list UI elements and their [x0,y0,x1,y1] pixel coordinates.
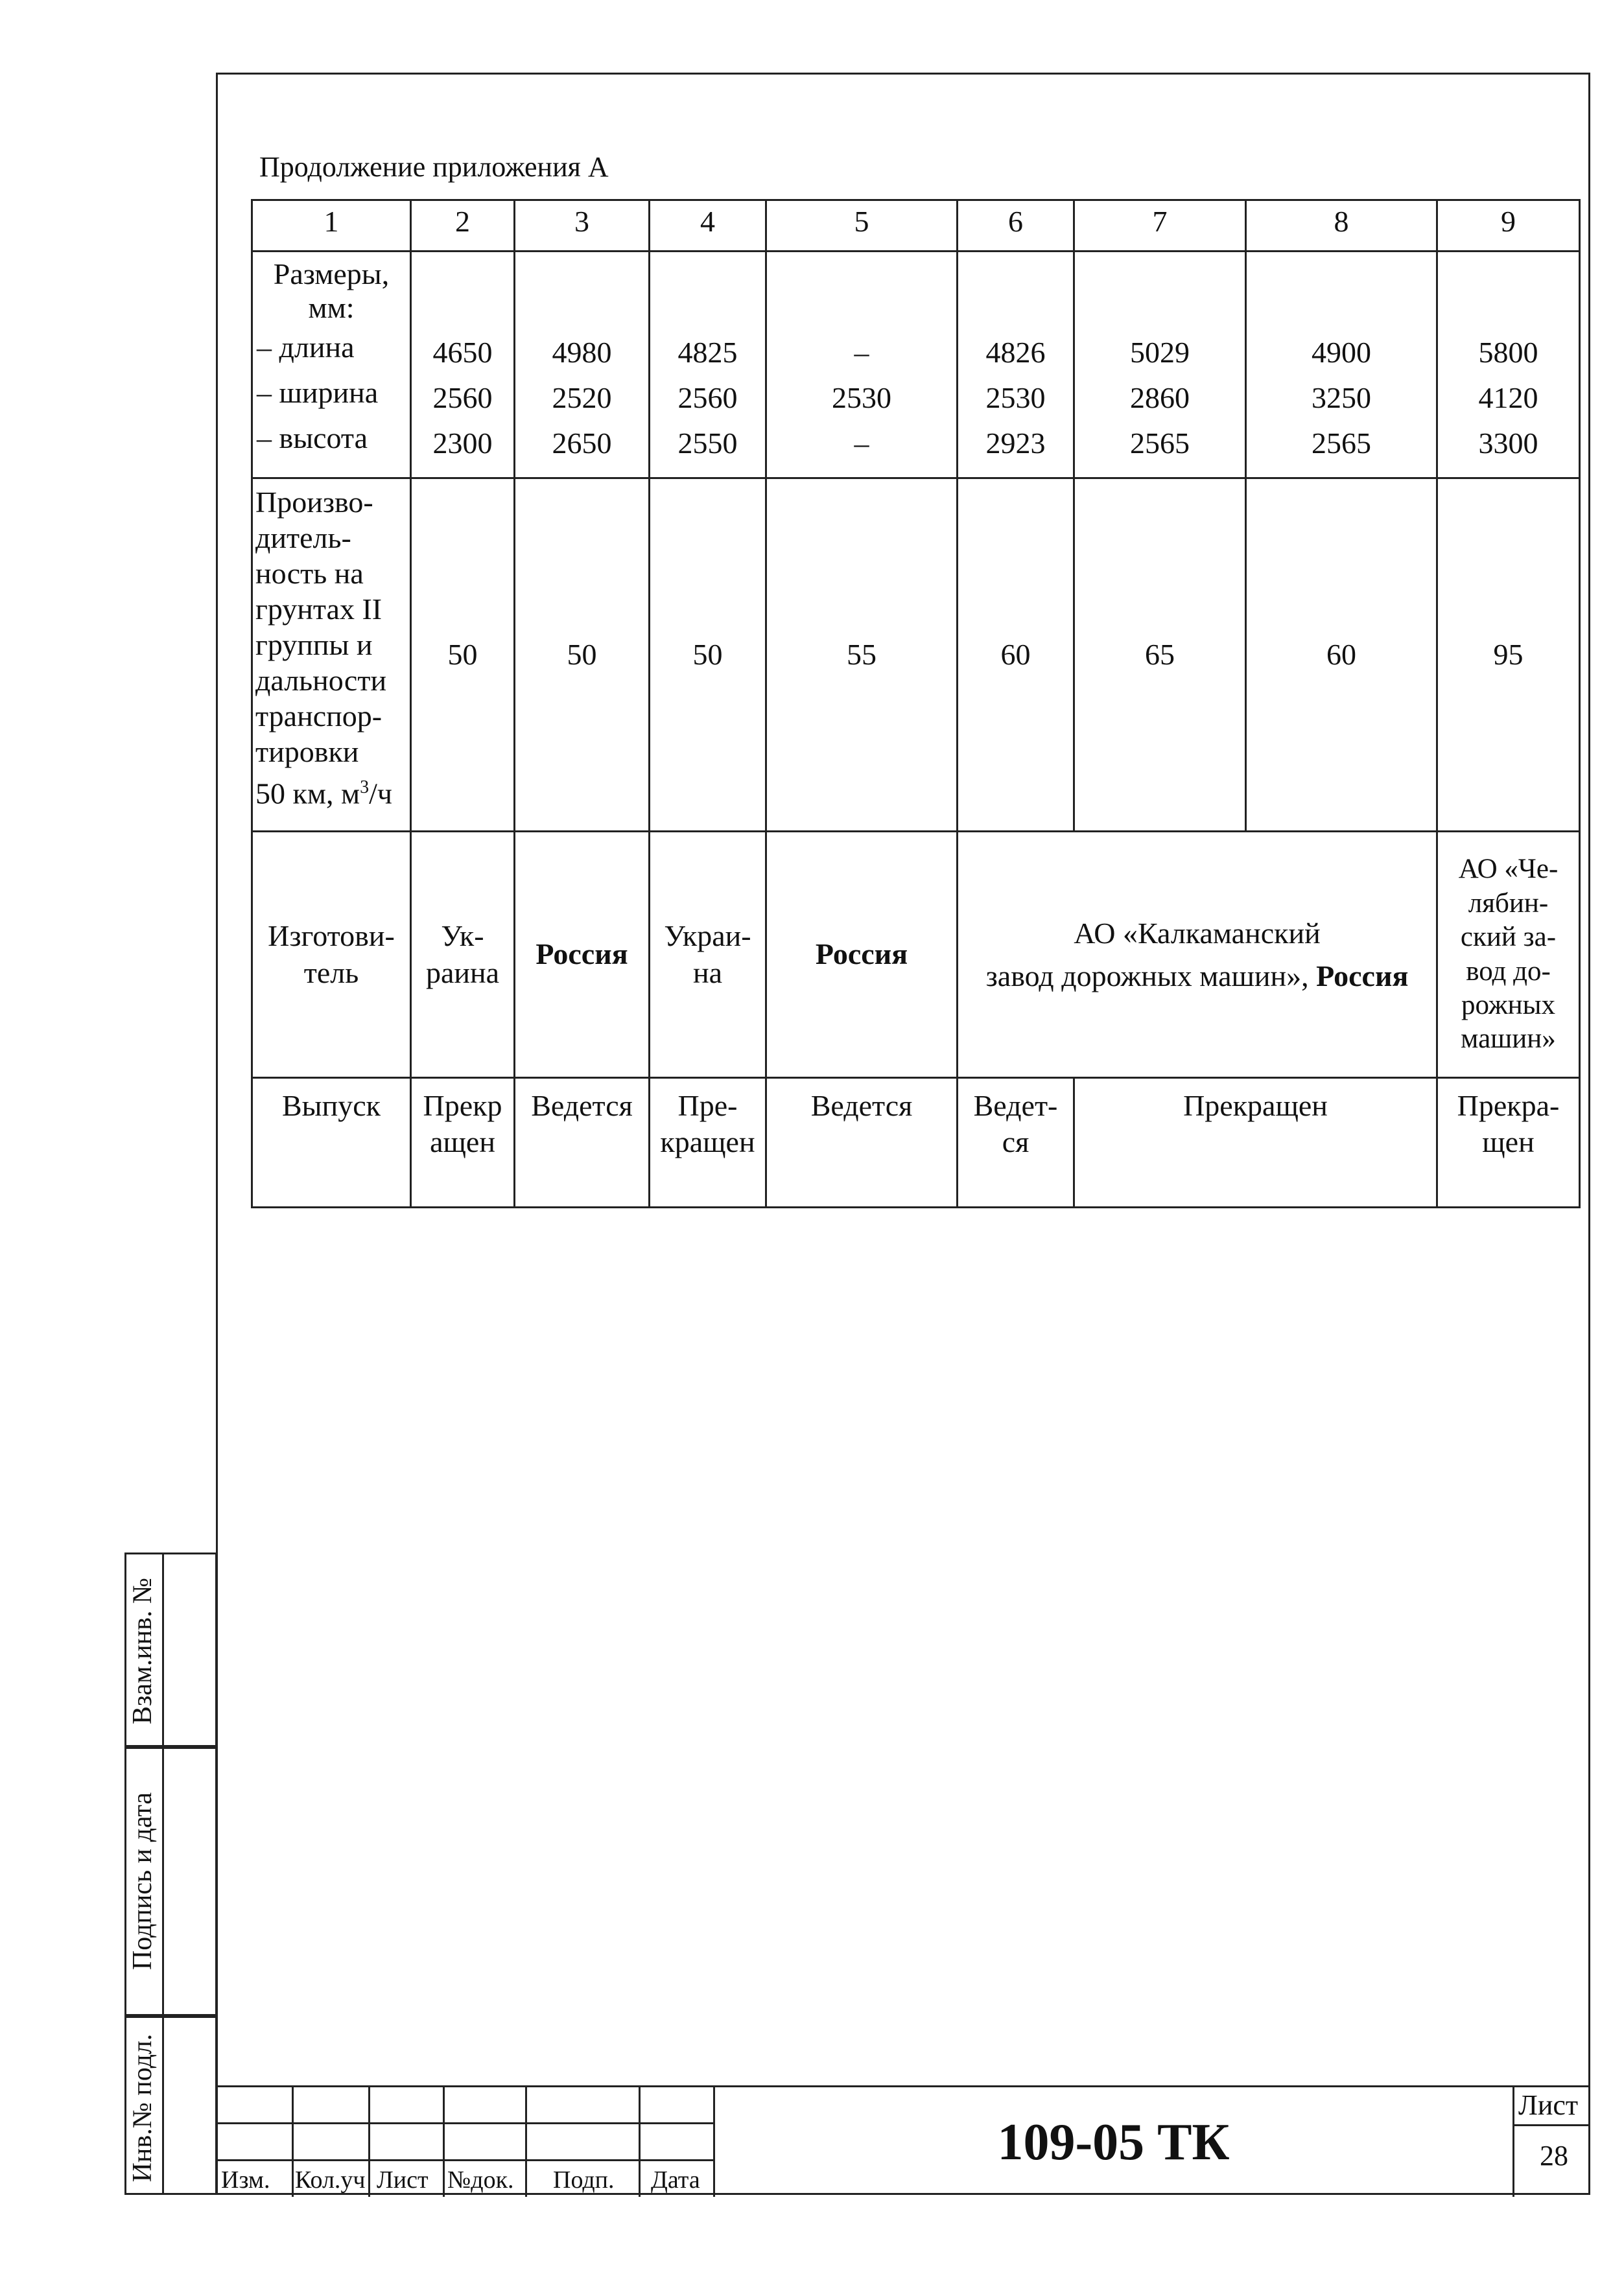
manufacturer-value: Украи-на [650,832,766,1078]
sizes-unit: мм: [308,291,355,324]
size-value: 4650 [432,336,493,369]
header-cell: 4 [650,200,766,252]
productivity-label-line: тировки [255,735,359,768]
productivity-label-line: дальности [255,664,387,697]
sizes-col-5 [766,252,958,478]
size-value: 2560 [432,381,493,414]
size-value: – [854,427,869,460]
header-cell: 1 [252,200,411,252]
header-cell: 9 [1437,200,1580,252]
sizes-col-2 [411,252,515,478]
stamp-label-kolvo: Кол.уч [295,2166,366,2194]
size-value: 4900 [1312,336,1371,369]
size-value: 3250 [1312,381,1371,414]
productivity-label-line: ность на [255,557,364,590]
release-value: Прекр ащен [411,1078,515,1208]
sheet-number: 28 [1540,2140,1568,2172]
manufacturer-value: АО «Че-лябин-ский за-вод до-рожных машин» [1437,832,1580,1078]
size-value: 4980 [552,336,612,369]
productivity-value: 60 [1246,478,1437,832]
productivity-value: 50 [515,478,650,832]
manufacturer-merged-line1: АО «Калкаманский [1074,916,1321,950]
size-value: 2560 [677,381,738,414]
productivity-label-line: транспор- [255,699,382,732]
productivity-value: 65 [1074,478,1246,832]
productivity-unit: 50 км, $м^3/ч$ [255,777,392,810]
size-value: 4826 [985,336,1046,369]
size-value: 2923 [985,427,1046,460]
header-cell: 6 [958,200,1074,252]
size-value: 2550 [677,427,738,460]
table-caption: Продолжение приложения А [259,151,609,183]
stamp-label-podp: Подп. [553,2166,615,2194]
size-value: 2520 [552,381,612,414]
size-label-length: – длина [257,331,355,364]
manufacturer-value: Россия [766,832,958,1078]
release-value: Прекра-щен [1437,1078,1580,1208]
productivity-label-line: дитель- [255,521,351,554]
release-value-merged: Прекращен [1074,1078,1437,1208]
size-value: – [854,336,869,369]
productivity-value: 55 [766,478,958,832]
header-cell: 7 [1074,200,1246,252]
release-value: Пре-кращен [650,1078,766,1208]
sizes-label-cell [252,252,411,478]
stamp-label-data: Дата [651,2166,700,2194]
side-box-inv [124,2016,217,2195]
manufacturer-merged-line2: завод дорожных машин», Россия [985,959,1409,992]
manufacturer-value: Ук-раина [411,832,515,1078]
release-value: Ведет-ся [958,1078,1074,1208]
sizes-col-7 [1074,252,1246,478]
document-code: 109-05 ТК [997,2114,1230,2171]
productivity-value: 95 [1437,478,1580,832]
release-value: Ведется [766,1078,958,1208]
size-value: 4120 [1478,381,1538,414]
side-box-vzam [124,1553,217,1747]
manufacturer-row [252,832,1580,1078]
header-row [252,200,1580,252]
productivity-label-line: грунтах II [255,592,382,626]
productivity-value: 50 [411,478,515,832]
sizes-col-9 [1437,252,1580,478]
release-value: Ведется [515,1078,650,1208]
sizes-label: Размеры, [273,257,390,290]
productivity-label-cell [252,478,411,832]
header-cell: 2 [411,200,515,252]
release-label: Выпуск [252,1078,411,1208]
stamp-label-ndok: №док. [447,2166,514,2194]
release-row [252,1078,1580,1208]
side-label-vzam: Взам.инв. № [128,1577,158,1725]
sheet-label: Лист [1518,2089,1579,2121]
size-value: 2565 [1312,427,1371,460]
sizes-row [252,252,1580,478]
manufacturer-value: Россия [515,832,650,1078]
manufacturer-value-merged [958,832,1437,1078]
size-value: 5029 [1130,336,1190,369]
productivity-value: 50 [650,478,766,832]
stamp-label-list: Лист [377,2166,429,2194]
size-value: 2300 [432,427,493,460]
sizes-col-6 [958,252,1074,478]
size-label-width: – ширина [257,376,379,409]
side-box-podpis [124,1747,217,2016]
productivity-value: 60 [958,478,1074,832]
productivity-label-line: Произво- [255,486,373,519]
sizes-col-4 [650,252,766,478]
stamp-label-izm: Изм. [221,2166,270,2194]
size-value: 3300 [1478,427,1538,460]
header-cell: 3 [515,200,650,252]
size-value: 2565 [1130,427,1190,460]
manufacturer-label: Изготови-тель [252,832,411,1078]
header-cell: 5 [766,200,958,252]
size-value: 2860 [1130,381,1190,414]
specs-table [251,199,1581,1208]
side-label-inv: Инв.№ подл. [128,2033,158,2183]
sizes-col-8 [1246,252,1437,478]
productivity-label-line: группы и [255,628,373,661]
side-label-podpis: Подпись и дата [128,1792,158,1971]
size-value: 2650 [552,427,612,460]
size-value: 2530 [832,381,891,414]
productivity-row [252,478,1580,832]
size-value: 2530 [985,381,1046,414]
sizes-col-3 [515,252,650,478]
size-value: 4825 [677,336,738,369]
size-label-height: – высота [257,421,368,454]
size-value: 5800 [1478,336,1538,369]
header-cell: 8 [1246,200,1437,252]
